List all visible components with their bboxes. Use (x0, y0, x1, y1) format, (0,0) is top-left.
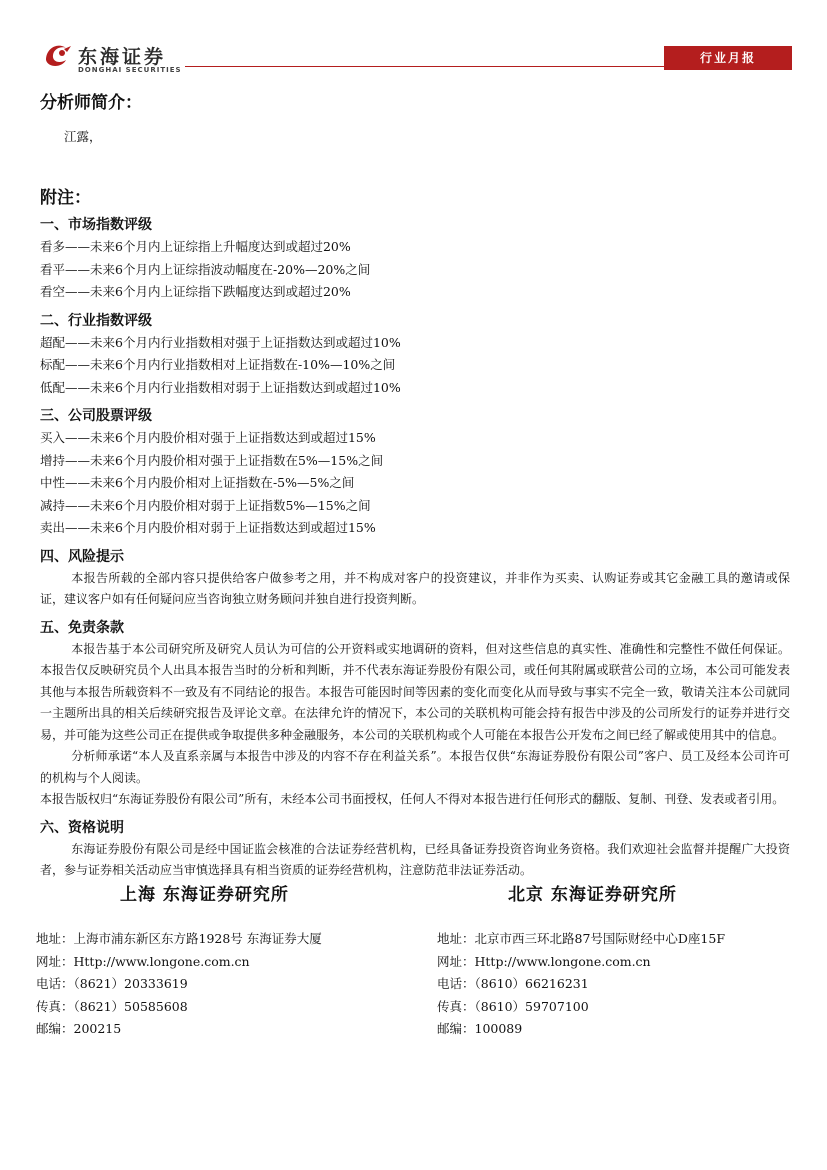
analyst-name: 江露， (64, 129, 102, 144)
shanghai-phone: 电话：（8621）20333619 (36, 976, 188, 991)
disclaimer-heading: 五、免责条款 (40, 619, 124, 636)
disclaimer-paragraph: 本报告版权归“东海证券股份有限公司”所有，未经本公司书面授权，任何人不得对本报告进行任何形式的翻版、复制、刊登、发表或者引用。 (40, 792, 785, 806)
beijing-address: 地址：北京市西三环北路87号国际财经中心D座15F (437, 931, 726, 946)
company-logo-text: 东海证券 (78, 46, 167, 68)
analyst-section-title: 分析师简介： (40, 93, 142, 113)
rating-line: 超配——未来6个月内行业指数相对强于上证指数达到或超过10% (40, 334, 401, 350)
risk-text: 本报告所载的全部内容只提供给客户做参考之用，并不构成对客户的投资建议，并非作为买卖、认购证券或其它金融工具的邀请或保证，建议客户如有任何疑问应当咨询独立财务顾问并独自进行投资判断。 (40, 570, 790, 606)
beijing-fax: 传真：（8610）59707100 (437, 998, 589, 1014)
market-index-heading: 一、市场指数评级 (40, 217, 152, 233)
rating-line: 看空——未来6个月内上证综指下跌幅度达到或超过20% (40, 284, 351, 299)
rating-line: 买入——未来6个月内股价相对强于上证指数达到或超过15% (40, 430, 376, 445)
rating-line: 卖出——未来6个月内股价相对弱于上证指数达到或超过15% (40, 520, 376, 535)
shanghai-website[interactable]: 网址：Http://www.longone.com.cn (36, 953, 250, 969)
shanghai-fax: 传真：（8621）50585608 (36, 998, 188, 1014)
rating-line: 减持——未来6个月内股价相对弱于上证指数5%—15%之间 (40, 497, 371, 513)
shanghai-address: 地址：上海市浦东新区东方路1928号 东海证券大厦 (36, 931, 322, 946)
report-type-badge: 行业月报 (664, 46, 792, 70)
stock-rating-heading: 三、公司股票评级 (40, 408, 152, 424)
rating-line: 看平——未来6个月内上证综指波动幅度在-20%—20%之间 (40, 261, 371, 277)
beijing-contact-block (437, 928, 725, 1041)
rating-line: 中性——未来6个月内股价相对上证指数在-5%—5%之间 (40, 475, 355, 490)
disclaimer-paragraph: 分析师承诺“本人及直系亲属与本报告中涉及的内容不存在利益关系”。本报告仅供“东海证券股份有限公司”客户、员工及经本公司许可的机构与个人阅读。 (40, 749, 790, 785)
beijing-phone: 电话：（8610）66216231 (437, 976, 589, 991)
notes-title: 附注： (40, 188, 91, 208)
beijing-postcode: 邮编：100089 (437, 1021, 523, 1036)
company-logo-english: DONGHAI SECURITIES (78, 66, 182, 74)
rating-line: 增持——未来6个月内股价相对强于上证指数在5%—15%之间 (40, 452, 384, 468)
shanghai-contact-block (36, 928, 322, 1041)
qualification-text: 东海证券股份有限公司是经中国证监会核准的合法证券经营机构，已经具备证券投资咨询业务资格。我们欢迎社会监督并提醒广大投资者，参与证券相关活动应当审慎选择具有相当资质的证券经营机构，注意防范非法证券活动。 (40, 841, 790, 877)
document-body (40, 88, 790, 882)
shanghai-postcode: 邮编：200215 (36, 1021, 122, 1036)
header-divider (185, 66, 665, 67)
beijing-website[interactable]: 网址：Http://www.longone.com.cn (437, 953, 651, 969)
rating-line: 看多——未来6个月内上证综指上升幅度达到或超过20% (40, 239, 351, 254)
disclaimer-paragraph: 本报告基于本公司研究所及研究人员认为可信的公开资料或实地调研的资料，但对这些信息的真实性、准确性和完整性不做任何保证。本报告仅反映研究员个人出具本报告当时的分析和判断，并不代表东海证券股份有限公司，或任何其附属或联营公司的立场，本公司可能发表其他与本报告所载资料不一致及有不同结论的报告。本报告可能因时间等因素的变化而变化从而导致与事实不完全一致，敬请关注本公司就同一主题所出具的相关后续研究报告及评论文章。在法律允许的情况下，本公司的关联机构可能会持有报告中涉及的公司所发行的证券并进行交易，并可能为这些公司正在提供或争取提供多种金融服务，本公司的关联机构或个人可能在本报告公开发布之间已经了解或使用其中的信息。 (40, 641, 790, 742)
rating-line: 标配——未来6个月内行业指数相对上证指数在-10%—10%之间 (40, 357, 396, 372)
risk-heading: 四、风险提示 (40, 548, 124, 565)
qualification-heading: 六、资格说明 (40, 819, 124, 836)
shanghai-office-title: 上海 东海证券研究所 (120, 885, 289, 905)
dragon-logo-icon (42, 40, 72, 70)
industry-index-heading: 二、行业指数评级 (40, 312, 152, 329)
beijing-office-title: 北京 东海证券研究所 (508, 885, 677, 905)
rating-line: 低配——未来6个月内行业指数相对弱于上证指数达到或超过10% (40, 379, 401, 395)
page-header (0, 0, 827, 80)
